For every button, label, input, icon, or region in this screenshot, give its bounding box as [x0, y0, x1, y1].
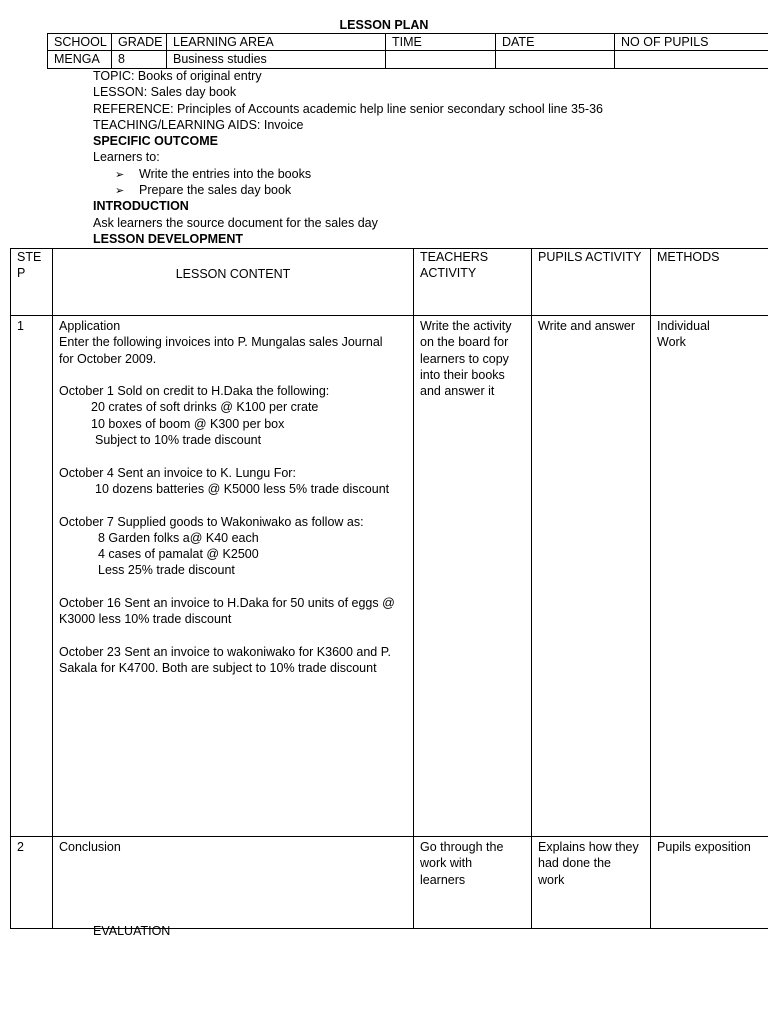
school-value: MENGA [48, 51, 112, 68]
col-no-of-pupils: NO OF PUPILS [615, 34, 768, 51]
grade-value: 8 [112, 51, 167, 68]
col-learning-area: LEARNING AREA [167, 34, 386, 51]
outcome-item [93, 182, 753, 198]
teachers-activity-cell: Go through the work with learners [414, 837, 532, 929]
methods-cell: Pupils exposition [651, 837, 768, 929]
no-of-pupils-value [615, 51, 768, 68]
pupils-activity-cell: Explains how they had done the work [532, 837, 651, 929]
lesson: LESSON: Sales day book [93, 85, 237, 100]
lesson-details [93, 68, 753, 247]
learning-area-value: Business studies [167, 51, 386, 68]
arrow-bullet-icon: ➢ [115, 168, 125, 181]
table-row [11, 316, 768, 837]
lesson-development-heading: LESSON DEVELOPMENT [93, 231, 244, 246]
col-date: DATE [496, 34, 615, 51]
step-number: 2 [11, 837, 53, 929]
teaching-aids: TEACHING/LEARNING AIDS: Invoice [93, 117, 304, 132]
header-row [48, 34, 768, 51]
lesson-development-table [10, 248, 768, 929]
col-time: TIME [386, 34, 496, 51]
introduction-heading: INTRODUCTION [93, 199, 189, 214]
outcome-item [93, 166, 753, 182]
topic: TOPIC: Books of original entry [93, 69, 262, 83]
pupils-activity-cell: Write and answer [532, 316, 651, 837]
evaluation-heading: EVALUATION [93, 924, 171, 938]
reference: REFERENCE: Principles of Accounts academic help line senior secondary school line 35-36 [93, 101, 603, 116]
teachers-activity-header: TEACHERS ACTIVITY [414, 249, 532, 316]
methods-cell: Individual Work [651, 316, 768, 837]
introduction-text: Ask learners the source document for the sales day [93, 215, 378, 230]
teachers-activity-cell: Write the activity on the board for learners to copy into their books and answer it [414, 316, 532, 837]
col-grade: GRADE [112, 34, 167, 51]
time-value [386, 51, 496, 68]
learners-to: Learners to: [93, 150, 160, 165]
col-school: SCHOOL [48, 34, 112, 51]
outcome-text: Prepare the sales day book [139, 183, 292, 198]
dev-header-row [11, 249, 768, 316]
outcome-text: Write the entries into the books [139, 166, 312, 181]
step-number: 1 [11, 316, 53, 837]
table-row [11, 837, 768, 929]
lesson-header-table [47, 33, 768, 69]
page-title: LESSON PLAN [339, 18, 429, 32]
arrow-bullet-icon: ➢ [115, 185, 125, 198]
specific-outcome-heading: SPECIFIC OUTCOME [93, 134, 219, 149]
step-header: STE P [11, 249, 53, 316]
lesson-content-header: LESSON CONTENT [53, 249, 414, 316]
lesson-content-cell: Application Enter the following invoices into P. Mungalas sales Journal for October 2009. October 1 Sold on credit to H.Daka the following: 20 crates of soft drinks @ K100 per crate 10 boxes of boom @ K300 per box Subject to 10% trade discount October 4 Sent an invoice to K. Lungu For: 10 dozens batteries @ K5000 less 5% trade discount October 7 Supplied goods to Wakoniwako as follow as: 8 Garden folks a@ K40 each 4 cases of pamalat @ K2500 Less 25% trade discount October 16 Sent an invoice to H.Daka for 50 units of eggs @ K3000 less 10% trade discount October 23 Sent an invoice to wakoniwako for K3600 and P. Sakala for K4700. Both are subject to 10% trade discount [53, 316, 414, 837]
date-value [496, 51, 615, 68]
methods-header: METHODS [651, 249, 768, 316]
value-row [48, 51, 768, 68]
lesson-content-cell: Conclusion [53, 837, 414, 929]
pupils-activity-header: PUPILS ACTIVITY [532, 249, 651, 316]
